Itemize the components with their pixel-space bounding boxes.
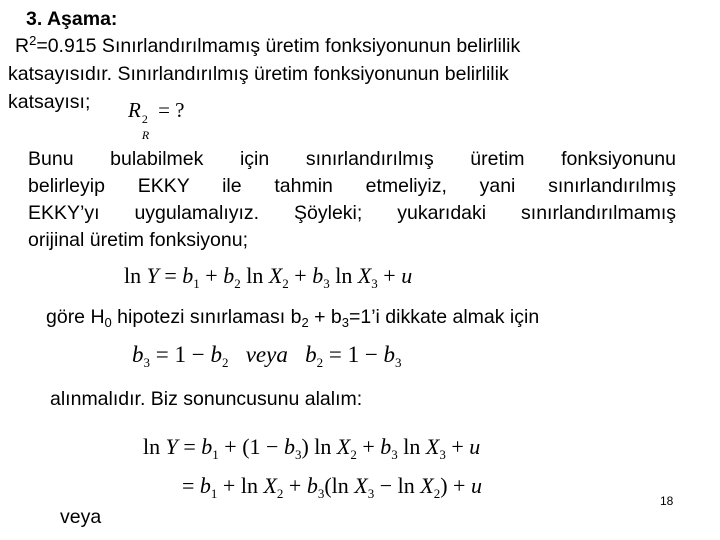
page-number: 18 — [660, 494, 674, 508]
veya-label: veya — [60, 506, 102, 528]
substituted-equation — [143, 433, 480, 461]
hyp-sub-2: 2 — [301, 315, 309, 330]
hyp-sub-3: 3 — [341, 315, 349, 330]
hyp-text-2: hipotezi sınırlaması b — [111, 306, 302, 328]
unrestricted-equation — [124, 262, 412, 290]
rr-rest: = ? — [152, 98, 185, 122]
paragraph-line: EKKY’yı uygulamalıyız. Şöyleki; yukarıdaki sınırlandırılmamış — [28, 202, 676, 224]
paragraph-line: belirleyip EKKY ile tahmin etmeliyiz, yani sınırlandırılmış — [28, 175, 676, 197]
rearranged-equation — [182, 472, 482, 500]
hyp-text-1: göre H — [46, 306, 105, 328]
intro-line-1 — [15, 33, 520, 59]
intro-line-3: katsayısı; — [8, 91, 91, 113]
hypothesis-line — [46, 304, 539, 330]
paragraph-line: Bunu bulabilmek için sınırlandırılmış üretim fonksiyonunu — [28, 148, 676, 170]
slide-heading: 3. Aşama: — [26, 8, 118, 30]
eq-glyphs: = $b_1 + \ln X_2 + b_3(\ln$ $X_3 - \ln X_2) + u$ — [182, 473, 482, 501]
hyp-text-3: + b — [308, 306, 342, 328]
intro-line-1-text: =0.915 Sınırlandırılmamış üretim fonksiyonunun belirlilik — [36, 35, 521, 57]
explanation-paragraph — [28, 146, 676, 254]
paragraph-line: orijinal üretim fonksiyonu; — [28, 229, 249, 251]
intro-line-2: katsayısıdır. Sınırlandırılmış üretim fonksiyonunun belirlilik — [8, 63, 509, 85]
hyp-text-4: =1’i dikkate almak için — [348, 306, 540, 328]
rr-sup: 2 — [141, 112, 148, 126]
eq-glyphs: $b_3 = 1 - b_2$ veya $b_2 = 1 - b_3$ — [132, 342, 402, 370]
eq-glyphs: $\ln Y = b_1 + b_2$ $\ln X_2 + b_3$ $\ln X_3 + u$ — [124, 263, 413, 291]
after-restriction-text: alınmalıdır. Biz sonuncusunu alalım: — [50, 388, 363, 410]
restricted-r-squared-formula — [128, 96, 185, 142]
rr-sub: R — [141, 128, 150, 142]
eq-glyphs: $\ln Y = b_1 + (1 - b_3)$ $\ln X_2 + b_3$ $\ln X_3 + u$ — [143, 434, 481, 462]
r-letter: R — [15, 35, 30, 57]
rr-r: R — [128, 98, 141, 122]
restriction-equation — [132, 341, 402, 369]
r-exponent: 2 — [29, 33, 37, 48]
hyp-sub-0: 0 — [104, 315, 112, 330]
